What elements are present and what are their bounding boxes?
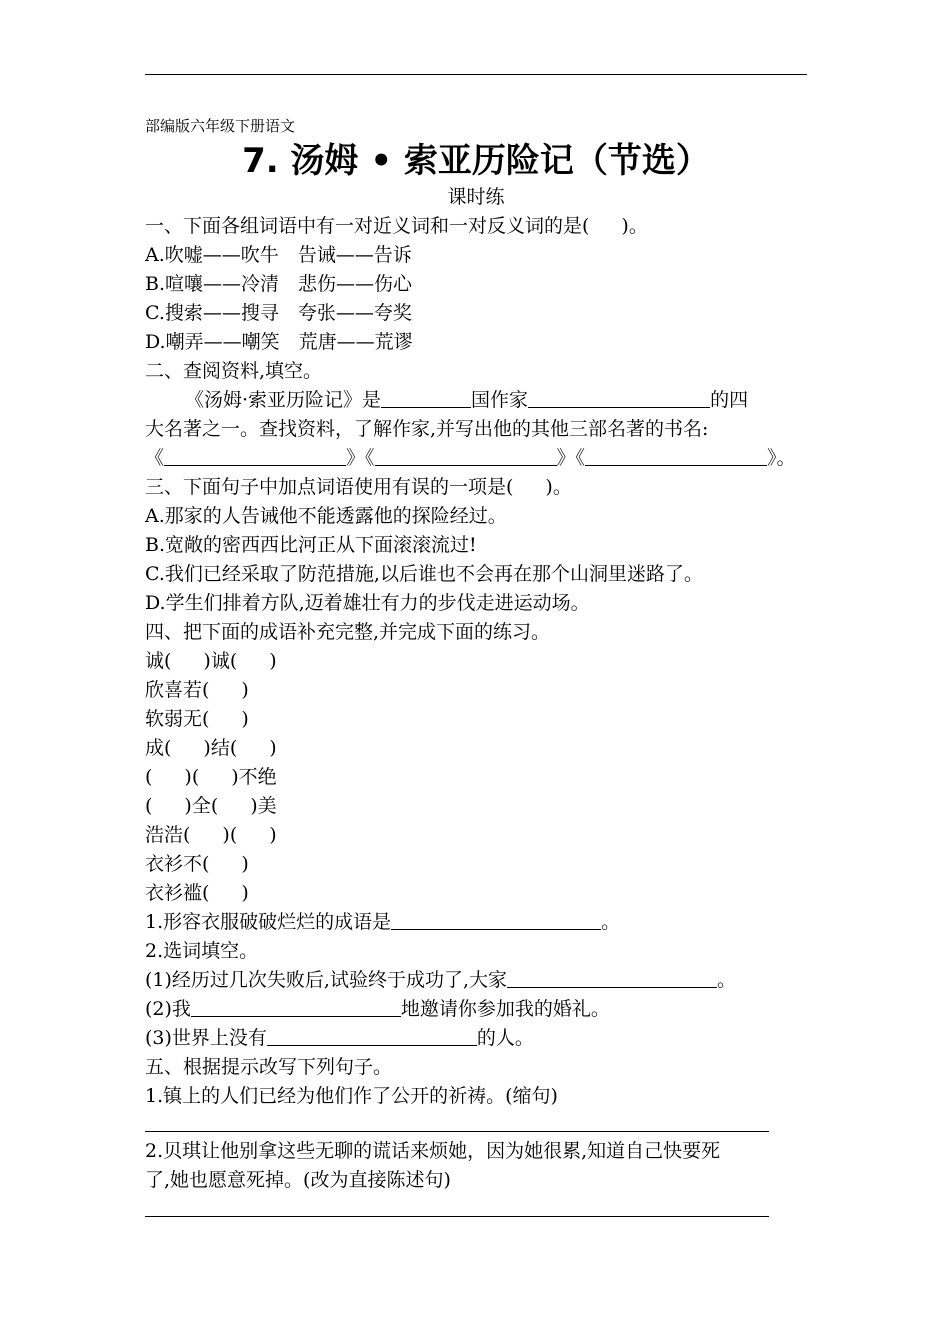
idiom-item: 浩浩( )( ) <box>145 824 277 846</box>
q3-option-a: A.那家的人告诫他不能透露他的探险经过。 <box>145 505 507 527</box>
q4-fill-1-blank[interactable] <box>507 967 717 988</box>
idiom-item: 衣衫褴( ) <box>145 882 249 904</box>
q4-fill-1: (1)经历过几次失败后,试验终于成功了,大家 。 <box>145 969 737 991</box>
q5-sentence-2-line-1: 2.贝琪让他别拿这些无聊的谎话来烦她，因为她很累,知道自己快要死 <box>145 1140 721 1162</box>
q2-book-titles: 《 》《 》《 》。 <box>145 447 796 469</box>
q1-option-a: A.吹嘘——吹牛 告诫——告诉 <box>145 244 412 266</box>
q2-paragraph-line-1: 《汤姆·索亚历险记》是 国作家 的四 <box>185 389 749 411</box>
book-title-blank-1[interactable] <box>164 445 346 466</box>
q1-option-d: D.嘲弄——嘲笑 荒唐——荒谬 <box>145 331 413 353</box>
subject-label: 部编版六年级下册语文 <box>145 117 296 135</box>
q4-sub1: 1.形容衣服破破烂烂的成语是 。 <box>145 911 621 933</box>
page-title: 7. 汤姆 • 索亚历险记（节选） <box>242 141 710 181</box>
q4-sub2: 2.选词填空。 <box>145 940 259 962</box>
q4-sub1-blank[interactable] <box>391 909 601 930</box>
book-title-blank-3[interactable] <box>585 445 767 466</box>
q4-fill-2: (2)我 地邀请你参加我的婚礼。 <box>145 998 610 1020</box>
country-blank[interactable] <box>381 387 471 408</box>
q4-fill-2-blank[interactable] <box>191 996 401 1017</box>
q4-fill-3: (3)世界上没有 的人。 <box>145 1027 534 1049</box>
idiom-item: 诚( )诚( ) <box>145 650 277 672</box>
q3-stem: 三、下面句子中加点词语使用有误的一项是( )。 <box>145 476 572 498</box>
q5-answer-line-2[interactable] <box>145 1216 769 1217</box>
q5-answer-line-1[interactable] <box>145 1131 769 1132</box>
top-rule <box>145 74 807 75</box>
author-blank[interactable] <box>528 387 710 408</box>
q1-stem: 一、下面各组词语中有一对近义词和一对反义词的是( )。 <box>145 215 648 237</box>
book-title-blank-2[interactable] <box>375 445 557 466</box>
q5-stem: 五、根据提示改写下列句子。 <box>145 1056 393 1078</box>
idiom-item: 衣衫不( ) <box>145 853 249 875</box>
idiom-item: ( )全( )美 <box>145 795 277 817</box>
q3-option-b: B.宽敞的密西西比河正从下面滚滚流过! <box>145 534 477 556</box>
q1-option-c: C.搜索——搜寻 夸张——夸奖 <box>145 302 412 324</box>
page-subtitle: 课时练 <box>447 186 505 208</box>
q4-stem: 四、把下面的成语补充完整,并完成下面的练习。 <box>145 621 551 643</box>
q2-paragraph-line-2: 大名著之一。查找资料，了解作家,并写出他的其他三部名著的书名: <box>145 418 709 440</box>
q3-option-c: C.我们已经采取了防范措施,以后谁也不会再在那个山洞里迷路了。 <box>145 563 703 585</box>
q1-option-b: B.喧嚷——冷清 悲伤——伤心 <box>145 273 413 295</box>
q2-stem: 二、查阅资料,填空。 <box>145 360 323 382</box>
q3-option-d: D.学生们排着方队,迈着雄壮有力的步伐走进运动场。 <box>145 592 590 614</box>
idiom-item: 成( )结( ) <box>145 737 277 759</box>
idiom-item: 软弱无( ) <box>145 708 249 730</box>
idiom-item: 欣喜若( ) <box>145 679 249 701</box>
q5-sentence-2-line-2: 了,她也愿意死掉。(改为直接陈述句) <box>145 1169 451 1191</box>
idiom-item: ( )( )不绝 <box>145 766 277 788</box>
q4-fill-3-blank[interactable] <box>267 1025 477 1046</box>
q5-sentence-1: 1.镇上的人们已经为他们作了公开的祈祷。(缩句) <box>145 1085 558 1107</box>
